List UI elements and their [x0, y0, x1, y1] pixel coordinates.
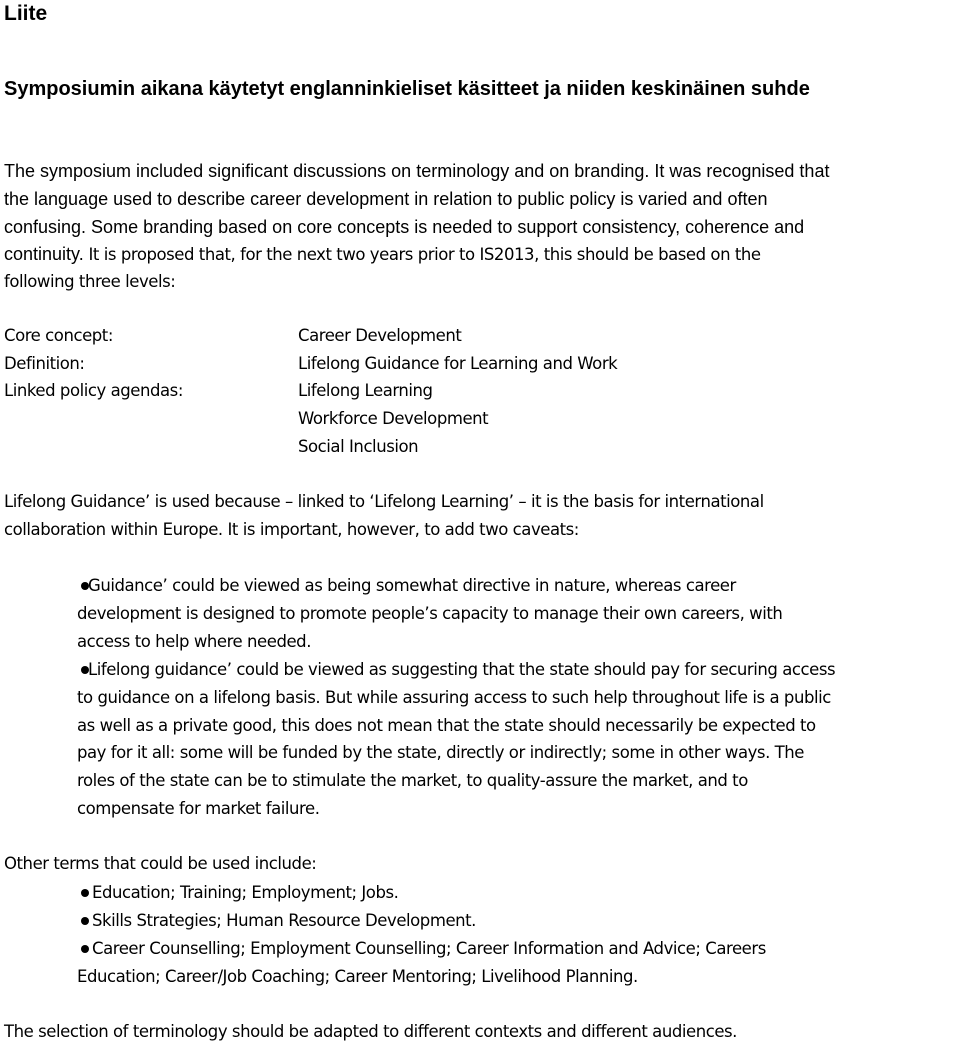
level-value: Lifelong Guidance for Learning and Work	[298, 354, 618, 373]
bullet-icon	[81, 889, 89, 897]
section-title: Symposiumin aikana käytetyt englanninkieliset käsitteet ja niiden keskinäinen suhde	[4, 78, 810, 100]
guidance-line: collaboration within Europe. It is important, however, to add two caveats:	[4, 520, 579, 539]
bullet-icon	[81, 945, 89, 953]
intro-line: The symposium included significant discussions on terminology and on branding. It was recognised that	[4, 161, 830, 181]
caveat-line: compensate for market failure.	[77, 799, 320, 818]
bullet-icon	[81, 917, 89, 925]
other-term-item: Skills Strategies; Human Resource Development.	[92, 911, 476, 930]
level-value: Social Inclusion	[298, 437, 419, 456]
level-value: Workforce Development	[298, 409, 489, 428]
level-value: Career Development	[298, 326, 462, 345]
caveat-line: Lifelong guidance’ could be viewed as suggesting that the state should pay for securing access	[88, 660, 836, 679]
level-value: Lifelong Learning	[298, 381, 433, 400]
intro-continuity: continuity.	[4, 244, 84, 264]
caveat-line: pay for it all: some will be funded by the state, directly or indirectly; some in other ways. The	[77, 743, 804, 762]
intro-line-mixed	[4, 240, 761, 269]
page-heading: Liite	[4, 2, 48, 25]
intro-line: the language used to describe career development in relation to public policy is varied and often	[4, 189, 768, 209]
other-term-item: Career Counselling; Employment Counselling; Career Information and Advice; Careers	[92, 939, 766, 958]
guidance-line: Lifelong Guidance’ is used because – linked to ‘Lifelong Learning’ – it is the basis for international	[4, 492, 764, 511]
level-label: Definition:	[4, 354, 85, 373]
caveat-line: access to help where needed.	[77, 632, 311, 651]
caveat-line: roles of the state can be to stimulate the market, to quality-assure the market, and to	[77, 771, 748, 790]
caveat-line: as well as a private good, this does not mean that the state should necessarily be expected to	[77, 716, 816, 735]
intro-line: following three levels:	[4, 272, 176, 291]
level-label: Core concept:	[4, 326, 113, 345]
closing-line: The selection of terminology should be adapted to different contexts and different audiences.	[4, 1022, 737, 1041]
caveat-line: development is designed to promote people’s capacity to manage their own careers, with	[77, 604, 783, 623]
intro-line: confusing. Some branding based on core concepts is needed to support consistency, coherence and	[4, 217, 805, 237]
level-label: Linked policy agendas:	[4, 381, 183, 400]
caveat-line: Guidance’ could be viewed as being somewhat directive in nature, whereas career	[88, 576, 736, 595]
intro-proposal: It is proposed that, for the next two years prior to IS2013, this should be based on the	[83, 245, 761, 264]
caveat-line: to guidance on a lifelong basis. But while assuring access to such help throughout life is a public	[77, 688, 831, 707]
other-term-continuation: Education; Career/Job Coaching; Career Mentoring; Livelihood Planning.	[77, 967, 638, 986]
other-term-item: Education; Training; Employment; Jobs.	[92, 883, 399, 902]
other-terms-intro: Other terms that could be used include:	[4, 854, 317, 873]
